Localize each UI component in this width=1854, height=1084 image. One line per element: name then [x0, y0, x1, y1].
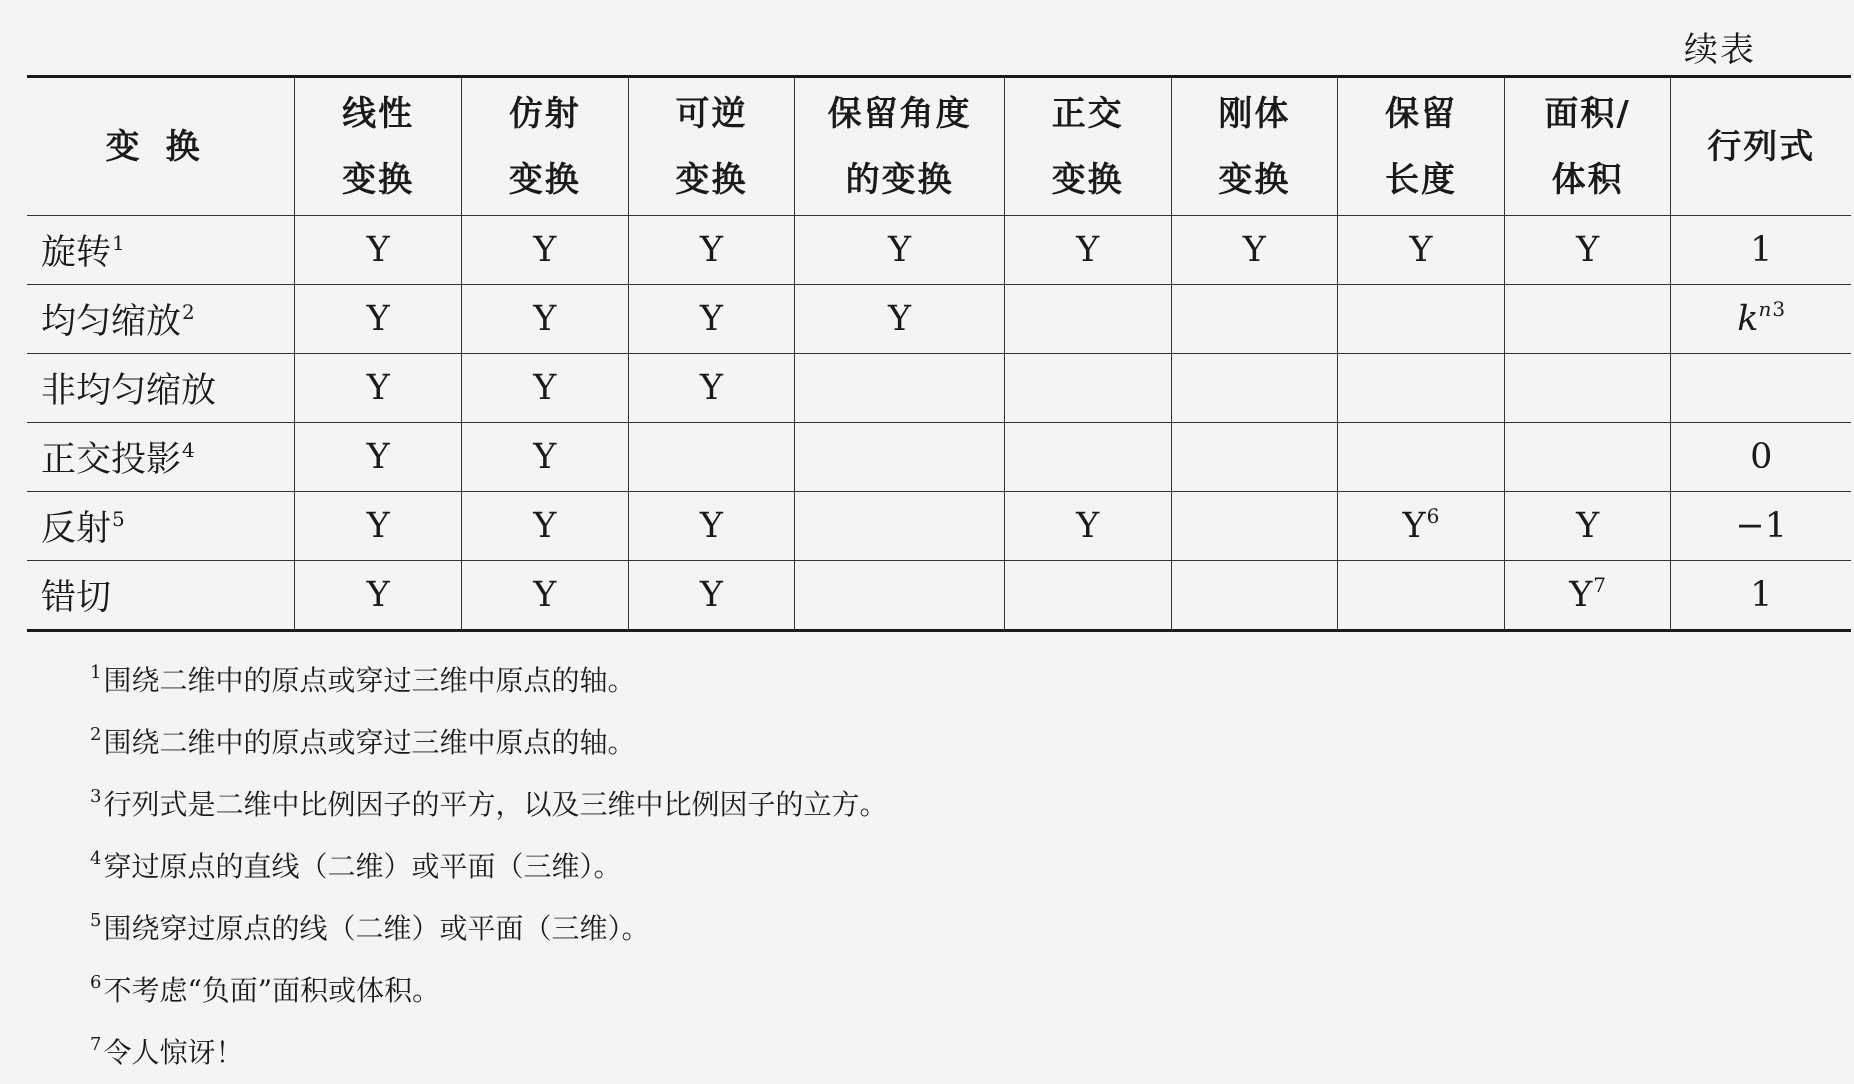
- table-cell: [295, 285, 462, 354]
- table-cell: [795, 423, 1005, 492]
- table-cell: [628, 216, 795, 285]
- table-cell: [628, 561, 795, 631]
- table-cell: [1171, 423, 1338, 492]
- table-cell: [1004, 354, 1171, 423]
- table-cell: [795, 561, 1005, 631]
- table-cell: [462, 561, 629, 631]
- footnote-text: 穿过原点的直线（二维）或平面（三维）。: [103, 850, 622, 883]
- table-cell: [1338, 354, 1505, 423]
- row-name: 均匀缩放: [41, 302, 182, 342]
- table-cell: [1504, 354, 1671, 423]
- footnote: [90, 960, 1490, 1022]
- footnote-ref: 3: [1772, 297, 1786, 321]
- cell-value: Y: [1569, 575, 1593, 615]
- cell-value: Y: [1576, 506, 1600, 546]
- footnote: [90, 1022, 1490, 1084]
- header-area-volume: 面积/ 体积: [1504, 77, 1671, 216]
- table-row: [27, 216, 1851, 285]
- table-row: [27, 492, 1851, 561]
- cell-value: Y: [1409, 230, 1433, 270]
- table-cell: [1671, 561, 1851, 631]
- cell-value: Y: [533, 230, 557, 270]
- table-cell: [1171, 216, 1338, 285]
- cell-value: Y: [533, 506, 557, 546]
- table-cell: [1671, 216, 1851, 285]
- table-cell: [1504, 216, 1671, 285]
- table-cell: [1171, 561, 1338, 631]
- table-cell: [1171, 285, 1338, 354]
- row-name-cell: [27, 216, 295, 285]
- row-name: 错切: [41, 578, 112, 618]
- table-cell: [462, 492, 629, 561]
- table-cell: [795, 285, 1005, 354]
- footnote-text: 不考虑“负面”面积或体积。: [103, 974, 441, 1007]
- footnote: [90, 712, 1490, 774]
- table-row: [27, 285, 1851, 354]
- table-header-row: [27, 77, 1851, 216]
- row-name: 旋转: [41, 233, 112, 273]
- table-cell: [1338, 561, 1505, 631]
- table-cell: [1004, 423, 1171, 492]
- footnote-number: 2: [90, 724, 102, 745]
- cell-value: Y: [1576, 230, 1600, 270]
- table-cell: [295, 423, 462, 492]
- footnote: [90, 774, 1490, 836]
- table-cell: [1671, 285, 1851, 354]
- table-cell: [795, 216, 1005, 285]
- header-affine: 仿射 变换: [462, 77, 629, 216]
- table-cell: [1671, 354, 1851, 423]
- table-row: [27, 561, 1851, 631]
- cell-value: Y: [1076, 230, 1100, 270]
- cell-value: 1: [1750, 575, 1773, 615]
- table-cell: [1504, 492, 1671, 561]
- row-name-cell: [27, 423, 295, 492]
- table-cell: [1004, 561, 1171, 631]
- footnote-text: 围绕二维中的原点或穿过三维中原点的轴。: [103, 664, 636, 697]
- footnote-ref: 7: [1593, 573, 1607, 597]
- table-cell: [1171, 354, 1338, 423]
- footnote-number: 4: [90, 848, 102, 869]
- footnote-ref: 6: [1426, 504, 1440, 528]
- row-name-cell: [27, 354, 295, 423]
- cell-value: Y: [366, 368, 390, 408]
- cell-value: Y: [888, 299, 912, 339]
- row-name-cell: [27, 492, 295, 561]
- row-name: 反射: [41, 509, 112, 549]
- header-invertible: 可逆 变换: [628, 77, 795, 216]
- table-cell: [1338, 492, 1505, 561]
- cell-value: 1: [1750, 230, 1773, 270]
- footnote-ref: 4: [182, 438, 195, 462]
- table-cell: [1504, 285, 1671, 354]
- exponent: n: [1758, 297, 1772, 321]
- footnote-ref: 2: [182, 300, 195, 324]
- cell-value: Y: [533, 437, 557, 477]
- footnote-number: 3: [90, 786, 102, 807]
- table-cell: [795, 354, 1005, 423]
- footnote: [90, 898, 1490, 960]
- table-cell: [1671, 492, 1851, 561]
- cell-value: Y: [366, 506, 390, 546]
- row-name-cell: [27, 561, 295, 631]
- table-cell: [628, 285, 795, 354]
- cell-value: Y: [1242, 230, 1266, 270]
- table-row: [27, 354, 1851, 423]
- header-rigid-body: 刚体 变换: [1171, 77, 1338, 216]
- table-row: [27, 423, 1851, 492]
- table-cell: [1504, 561, 1671, 631]
- header-transform: 变换: [27, 77, 295, 216]
- header-angle-preserving: 保留角度 的变换: [795, 77, 1005, 216]
- row-name: 非均匀缩放: [41, 371, 217, 411]
- cell-value: Y: [533, 368, 557, 408]
- table-cell: [1504, 423, 1671, 492]
- row-name-cell: [27, 285, 295, 354]
- cell-value: Y: [1402, 506, 1426, 546]
- header-length-preserving: 保留 长度: [1338, 77, 1505, 216]
- table-cell: [462, 216, 629, 285]
- table-cell: [628, 423, 795, 492]
- cell-value: Y: [366, 299, 390, 339]
- table-cell: [295, 216, 462, 285]
- header-determinant: 行列式: [1671, 77, 1851, 216]
- footnote-text: 围绕穿过原点的线（二维）或平面（三维）。: [103, 912, 650, 945]
- cell-value: Y: [699, 230, 724, 270]
- footnote-ref: 1: [112, 231, 125, 255]
- cell-value: Y: [533, 299, 557, 339]
- table-cell: [628, 492, 795, 561]
- cell-value: Y: [699, 299, 724, 339]
- table-cell: [462, 354, 629, 423]
- table-cell: [1338, 285, 1505, 354]
- table-cell: [462, 285, 629, 354]
- row-name: 正交投影: [41, 440, 182, 480]
- table-cell: [295, 492, 462, 561]
- cell-value: Y: [699, 368, 724, 408]
- footnote-number: 5: [90, 910, 102, 931]
- cell-value: Y: [888, 230, 912, 270]
- footnote: [90, 836, 1490, 898]
- table-cell: [1338, 216, 1505, 285]
- footnote-text: 行列式是二维中比例因子的平方，以及三维中比例因子的立方。: [103, 788, 888, 821]
- table-cell: [1004, 285, 1171, 354]
- footnote-ref: 5: [112, 507, 125, 531]
- cell-value: Y: [366, 230, 390, 270]
- cell-value: Y: [1076, 506, 1100, 546]
- table-cell: [628, 354, 795, 423]
- cell-value: Y: [699, 506, 724, 546]
- header-linear: 线性 变换: [295, 77, 462, 216]
- footnote-text: 围绕二维中的原点或穿过三维中原点的轴。: [103, 726, 636, 759]
- table-body: [27, 216, 1851, 631]
- cell-value: 0: [1750, 437, 1773, 477]
- footnote-text: 令人惊讶！: [103, 1036, 244, 1069]
- footnote-number: 1: [90, 662, 102, 683]
- footnote-number: 7: [90, 1034, 102, 1055]
- table-cell: [1338, 423, 1505, 492]
- table-cell: [1004, 492, 1171, 561]
- table-cell: [1671, 423, 1851, 492]
- table-cell: [795, 492, 1005, 561]
- header-orthogonal: 正交 变换: [1004, 77, 1171, 216]
- cell-value: −1: [1735, 506, 1788, 546]
- cell-value: Y: [366, 575, 390, 615]
- cell-value: $k^n$: [1737, 297, 1772, 339]
- continued-label: 续表: [1684, 30, 1756, 70]
- table-cell: [1004, 216, 1171, 285]
- cell-value: Y: [699, 575, 724, 615]
- transformations-table: [27, 75, 1851, 632]
- footnotes: [90, 650, 1490, 1084]
- table-cell: [1171, 492, 1338, 561]
- cell-value: Y: [533, 575, 557, 615]
- table-cell: [295, 561, 462, 631]
- table-cell: [295, 354, 462, 423]
- table-cell: [462, 423, 629, 492]
- footnote-number: 6: [90, 972, 102, 993]
- footnote: [90, 650, 1490, 712]
- cell-value: Y: [366, 437, 390, 477]
